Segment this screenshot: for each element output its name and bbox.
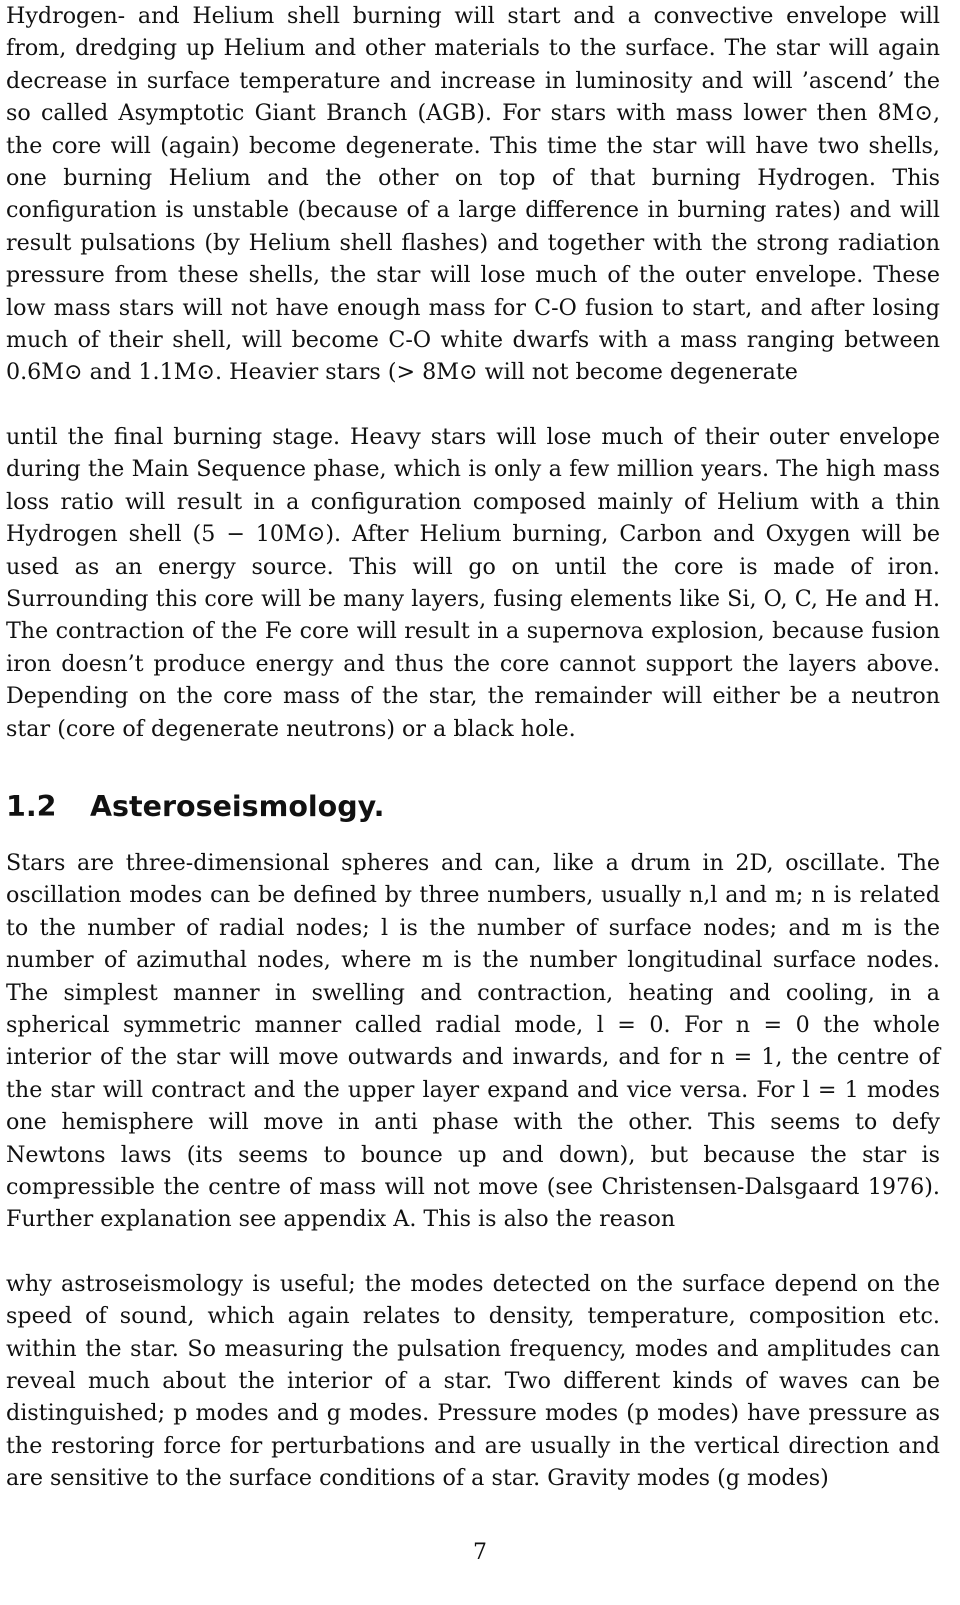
- page-number: 7: [473, 1540, 487, 1565]
- paragraph-heavy-stars: until the final burning stage. Heavy stars will lose much of their outer envelope during the Main Sequence phase, which is only a few million years. The high mass loss ratio will result in a configuration composed mainly of Helium with a thin Hydrogen shell (5 − 10M⊙). After Helium burning, Carbon and Oxygen will be used as an energy source. This will go on until the core is made of iron. Surrounding this core will be many layers, fusing elements like Si, O, C, He and H. The contraction of the Fe core will result in a supernova explosion, because fusion iron doesn’t produce energy and thus the core cannot support the layers above. Depending on the core mass of the star, the remainder will either be a neutron star (core of degenerate neutrons) or a black hole.: [6, 423, 940, 742]
- paragraph-agb-evolution: Hydrogen- and Helium shell burning will start and a convective envelope will from, dredging up Helium and other materials to the surface. The star will again decrease in surface temperature and increase in luminosity and will ’ascend’ the so called Asymptotic Giant Branch (AGB). For stars with mass lower then 8M⊙, the core will (again) become degenerate. This time the star will have two shells, one burning Helium and the other on top of that burning Hydrogen. This configuration is unstable (because of a large difference in burning rates) and will result pulsations (by Helium shell flashes) and together with the strong radiation pressure from these shells, the star will lose much of the outer envelope. These low mass stars will not have enough mass for C-O fusion to start, and after losing much of their shell, will become C-O white dwarfs with a mass ranging between 0.6M⊙ and 1.1M⊙. Heavier stars (> 8M⊙ will not become degenerate: [6, 3, 940, 386]
- paper-page: [6, 0, 940, 1495]
- section-heading: [6, 787, 940, 827]
- heading-spacer: [6, 827, 940, 847]
- paragraph-oscillation-modes: Stars are three-dimensional spheres and can, like a drum in 2D, oscillate. The oscillation modes can be defined by three numbers, usually n,l and m; n is related to the number of radial nodes; l is the number of surface nodes; and m is the number of azimuthal nodes, where m is the number longitudinal surface nodes. The simplest manner in swelling and contraction, heating and cooling, in a spherical symmetric manner called radial mode, l = 0. For n = 0 the whole interior of the star will move outwards and inwards, and for n = 1, the centre of the star will contract and the upper layer expand and vice versa. For l = 1 modes one hemisphere will move in anti phase with the other. This seems to defy Newtons laws (its seems to bounce up and down), but because the star is compressible the centre of mass will not move (see Christensen-Dalsgaard 1976). Further explanation see appendix A. This is also the reason: [6, 849, 940, 1233]
- section-title: Asteroseismology.: [90, 789, 385, 823]
- section-number: 1.2: [6, 789, 57, 823]
- paragraph-asteroseismology-use: why astroseismology is useful; the modes detected on the surface depend on the speed of sound, which again relates to density, temperature, composition etc. within the star. So measuring the pulsation frequency, modes and amplitudes can reveal much about the interior of a star. Two different kinds of waves can be distinguished; p modes and g modes. Pressure modes (p modes) have pressure as the restoring force for perturbations and are usually in the vertical direction and are sensitive to the surface conditions of a star. Gravity modes (g modes): [6, 1270, 940, 1492]
